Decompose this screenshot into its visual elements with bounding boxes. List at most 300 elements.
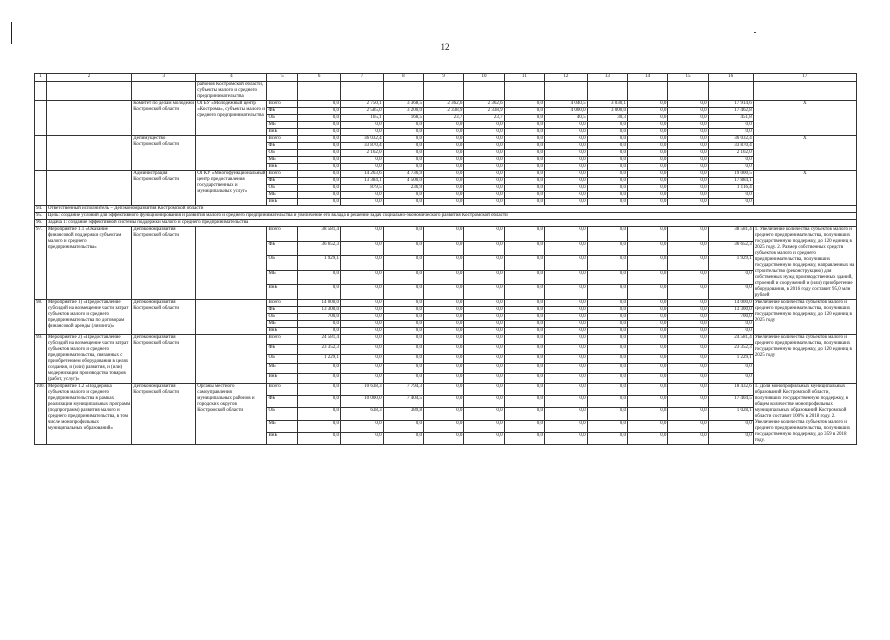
amount-cell: 0,0 xyxy=(668,256,708,271)
amount-cell: 0,0 xyxy=(423,129,463,136)
amount-cell: 38 581,4 xyxy=(708,227,753,242)
amount-cell: 0,0 xyxy=(504,432,544,444)
amount-cell: 0,0 xyxy=(587,199,627,206)
amount-cell: 0,0 xyxy=(668,143,708,150)
funding-source: ОБ xyxy=(267,115,298,122)
amount-cell: 0,0 xyxy=(464,129,504,136)
expected-result: 1. Увеличение количества субъектов малого и среднего предпринимательства, получивших государственную поддержку, до 120 единиц в 2025 году. 2. Размер собственных средств субъектов малого и среднего предпринимательства, получивших государственную поддержку, направленных на строительство (реконструкцию) для собственных нужд производственных зданий, строений и сооружений и (или) приобретение оборудования, в 2016 году составит 95,0 млн рублей xyxy=(753,227,856,300)
amount-cell: 36 032,4 xyxy=(340,136,383,143)
amount-cell: 0,0 xyxy=(383,241,423,256)
amount-cell: 0,0 xyxy=(668,150,708,157)
amount-cell: 0,0 xyxy=(504,285,544,300)
amount-cell: 0,0 xyxy=(383,285,423,300)
amount-cell: 0,0 xyxy=(298,321,341,328)
amount-cell: 18 432,6 xyxy=(708,384,753,396)
amount-cell: 0,0 xyxy=(464,374,504,384)
amount-cell: 13 300,0 xyxy=(298,307,341,314)
amount-cell: 0,0 xyxy=(587,192,627,199)
amount-cell: 0,0 xyxy=(668,285,708,300)
amount-cell: 33 870,4 xyxy=(708,143,753,150)
amount-cell: 0,0 xyxy=(668,129,708,136)
amount-cell: 0,0 xyxy=(504,101,544,108)
amount-cell: 0,0 xyxy=(383,307,423,314)
funding-source: ВнБ xyxy=(267,328,298,335)
amount-cell: 36 032,4 xyxy=(708,136,753,143)
amount-cell: 0,0 xyxy=(383,321,423,328)
info-text: Задача 1: создание эффективной системы поддержки малого и среднего предпринимательства xyxy=(46,220,856,227)
amount-cell: 0,0 xyxy=(627,307,667,314)
amount-cell: 0,0 xyxy=(504,136,544,143)
funding-source: Всего xyxy=(267,384,298,396)
amount-cell: 0,0 xyxy=(298,420,341,432)
amount-cell: 0,0 xyxy=(298,270,341,285)
amount-cell: 0,0 xyxy=(340,192,383,199)
financing-row xyxy=(35,171,857,178)
amount-cell: 0,0 xyxy=(668,101,708,108)
amount-cell: 0,0 xyxy=(340,314,383,321)
amount-cell: 0,0 xyxy=(668,122,708,129)
amount-cell: 0,0 xyxy=(423,396,463,408)
amount-cell: 0,0 xyxy=(504,374,544,384)
amount-cell: 0,0 xyxy=(464,420,504,432)
amount-cell: 0,0 xyxy=(504,171,544,178)
amount-cell: 0,0 xyxy=(504,164,544,171)
funding-source: Всего xyxy=(267,171,298,178)
empty-cell xyxy=(708,82,753,101)
amount-cell: 0,0 xyxy=(298,150,341,157)
amount-cell: 0,0 xyxy=(544,241,587,256)
measure-name: Мероприятие 2) «Предоставление субсидий на возмещение части затрат субъектов малого и среднего предпринимательства, связанных с приобретением оборудования в целях создания, и (или) развития, и (или) модернизации производства товаров (работ, услуг)» xyxy=(46,335,131,384)
amount-cell: 0,0 xyxy=(587,285,627,300)
amount-cell: 0,0 xyxy=(627,178,667,185)
amount-cell: 0,0 xyxy=(544,192,587,199)
executor: Депэкономразвития Костромской области xyxy=(132,300,196,335)
amount-cell: 0,0 xyxy=(464,364,504,374)
amount-cell: 0,0 xyxy=(383,164,423,171)
amount-cell: 0,0 xyxy=(383,328,423,335)
amount-cell: 700,0 xyxy=(298,314,341,321)
amount-cell: 0,0 xyxy=(464,164,504,171)
financing-row xyxy=(35,384,857,396)
amount-cell: 0,0 xyxy=(627,364,667,374)
amount-cell: 0,0 xyxy=(587,122,627,129)
amount-cell: 0,0 xyxy=(668,321,708,328)
amount-cell: 0,0 xyxy=(423,432,463,444)
column-number: 10 xyxy=(464,74,504,82)
funding-source: ФБ xyxy=(267,396,298,408)
amount-cell: 0,0 xyxy=(340,374,383,384)
amount-cell: 0,0 xyxy=(423,344,463,354)
amount-cell: 0,0 xyxy=(587,432,627,444)
row-number xyxy=(35,82,47,101)
amount-cell: 2 338,9 xyxy=(464,108,504,115)
amount-cell: 0,0 xyxy=(423,157,463,164)
amount-cell: 0,0 xyxy=(627,115,667,122)
amount-cell: 0,0 xyxy=(668,199,708,206)
amount-cell: 0,0 xyxy=(383,122,423,129)
amount-cell: 236,9 xyxy=(383,185,423,192)
amount-cell: 0,0 xyxy=(544,408,587,420)
funding-source: ОБ xyxy=(267,314,298,321)
expected-result: Х xyxy=(753,171,856,206)
amount-cell: 0,0 xyxy=(504,129,544,136)
empty-cell xyxy=(504,82,544,101)
amount-cell: 23 352,3 xyxy=(298,344,341,354)
measure-name xyxy=(46,136,131,171)
amount-cell: 0,0 xyxy=(383,192,423,199)
amount-cell: 0,0 xyxy=(504,300,544,307)
amount-cell: 0,0 xyxy=(340,199,383,206)
measure-name: Мероприятие 1) «Предоставление субсидий на возмещение части затрат субъектов малого и среднего предпринимательства по договорам финансовой аренды (лизинга)» xyxy=(46,300,131,335)
row-number: 96. xyxy=(35,220,47,227)
amount-cell: 0,0 xyxy=(298,108,341,115)
page-number: 12 xyxy=(440,42,450,52)
expected-result: Увеличение количества субъектов малого и среднего предпринимательства, получивших государственную поддержку, до 120 единиц в 2025 году xyxy=(753,335,856,384)
amount-cell: 0,0 xyxy=(383,157,423,164)
amount-cell: 0,0 xyxy=(340,122,383,129)
amount-cell: 168,5 xyxy=(383,115,423,122)
amount-cell: 0,0 xyxy=(464,241,504,256)
amount-cell: 0,0 xyxy=(708,321,753,328)
amount-cell: 0,0 xyxy=(544,143,587,150)
amount-cell: 0,0 xyxy=(383,374,423,384)
amount-cell: 4 040,5 xyxy=(544,101,587,108)
row-number: 95. xyxy=(35,213,47,220)
amount-cell: 0,0 xyxy=(298,164,341,171)
funding-source: ВнБ xyxy=(267,164,298,171)
amount-cell: 0,0 xyxy=(627,314,667,321)
amount-cell: 0,0 xyxy=(504,270,544,285)
expected-result: Х xyxy=(753,101,856,136)
row-number xyxy=(35,171,47,206)
funding-source: МБ xyxy=(267,270,298,285)
executor: Депэкономразвития Костромской области xyxy=(132,335,196,384)
corner-mark xyxy=(754,32,756,33)
amount-cell: 0,0 xyxy=(423,300,463,307)
funding-source: МБ xyxy=(267,321,298,328)
amount-cell: 0,0 xyxy=(627,300,667,307)
amount-cell: 3 368,5 xyxy=(383,101,423,108)
amount-cell: 0,0 xyxy=(587,314,627,321)
amount-cell: 23 352,3 xyxy=(708,344,753,354)
amount-cell: 389,8 xyxy=(383,408,423,420)
amount-cell: 0,0 xyxy=(708,270,753,285)
amount-cell: 2 362,6 xyxy=(423,101,463,108)
amount-cell: 2 338,9 xyxy=(423,108,463,115)
amount-cell: 0,0 xyxy=(627,408,667,420)
column-number: 12 xyxy=(544,74,587,82)
amount-cell: 0,0 xyxy=(668,164,708,171)
amount-cell: 0,0 xyxy=(544,164,587,171)
amount-cell: 0,0 xyxy=(504,314,544,321)
amount-cell: 0,0 xyxy=(587,241,627,256)
amount-cell: 0,0 xyxy=(708,420,753,432)
amount-cell: 0,0 xyxy=(504,420,544,432)
implementer xyxy=(196,227,267,300)
amount-cell: 0,0 xyxy=(423,354,463,364)
amount-cell: 0,0 xyxy=(464,408,504,420)
amount-cell: 0,0 xyxy=(464,227,504,242)
amount-cell: 19 000,5 xyxy=(708,171,753,178)
amount-cell: 0,0 xyxy=(423,241,463,256)
amount-cell: 0,0 xyxy=(544,314,587,321)
amount-cell: 0,0 xyxy=(544,171,587,178)
amount-cell: 0,0 xyxy=(627,256,667,271)
amount-cell: 0,0 xyxy=(668,328,708,335)
amount-cell: 0,0 xyxy=(504,227,544,242)
funding-source: ВнБ xyxy=(267,432,298,444)
amount-cell: 0,0 xyxy=(544,129,587,136)
amount-cell: 0,0 xyxy=(464,150,504,157)
amount-cell: 0,0 xyxy=(464,300,504,307)
amount-cell: 0,0 xyxy=(504,241,544,256)
amount-cell: 0,0 xyxy=(544,256,587,271)
column-number: 4 xyxy=(196,74,267,82)
amount-cell: 0,0 xyxy=(544,344,587,354)
amount-cell: 0,0 xyxy=(423,150,463,157)
row-number xyxy=(35,136,47,171)
column-number: 6 xyxy=(298,74,341,82)
amount-cell: 0,0 xyxy=(423,335,463,345)
amount-cell: 4 000,0 xyxy=(544,108,587,115)
amount-cell: 0,0 xyxy=(504,199,544,206)
amount-cell: 0,0 xyxy=(544,307,587,314)
amount-cell: 0,0 xyxy=(627,150,667,157)
amount-cell: 0,0 xyxy=(340,227,383,242)
funding-source: ОБ xyxy=(267,408,298,420)
amount-cell: 0,0 xyxy=(464,178,504,185)
amount-cell: 0,0 xyxy=(587,227,627,242)
amount-cell: 0,0 xyxy=(544,150,587,157)
amount-cell: 0,0 xyxy=(668,364,708,374)
amount-cell: 0,0 xyxy=(587,344,627,354)
amount-cell: 0,0 xyxy=(668,432,708,444)
amount-cell: 33 870,4 xyxy=(340,143,383,150)
funding-source: МБ xyxy=(267,364,298,374)
amount-cell: 451,8 xyxy=(708,115,753,122)
implementer: ОГКУ «Многофункциональный центр предоставления государственных и муниципальных услуг» xyxy=(196,171,267,206)
row-number: 97. xyxy=(35,227,47,300)
funding-source: ФБ xyxy=(267,108,298,115)
amount-cell: 879,5 xyxy=(340,185,383,192)
amount-cell: 0,0 xyxy=(423,185,463,192)
amount-cell: 0,0 xyxy=(504,192,544,199)
empty-cell xyxy=(668,82,708,101)
amount-cell: 0,0 xyxy=(504,354,544,364)
implementer xyxy=(196,335,267,384)
amount-cell: 0,0 xyxy=(544,199,587,206)
amount-cell: 0,0 xyxy=(668,354,708,364)
amount-cell: 2 162,0 xyxy=(708,150,753,157)
amount-cell: 0,0 xyxy=(668,241,708,256)
amount-cell: 0,0 xyxy=(383,129,423,136)
row-number: 98. xyxy=(35,300,47,335)
empty-cell xyxy=(544,82,587,101)
amount-cell: 0,0 xyxy=(668,185,708,192)
amount-cell: 0,0 xyxy=(544,227,587,242)
amount-cell: 0,0 xyxy=(544,328,587,335)
amount-cell: 0,0 xyxy=(298,115,341,122)
amount-cell: 0,0 xyxy=(587,374,627,384)
amount-cell: 0,0 xyxy=(587,300,627,307)
funding-source: ОБ xyxy=(267,185,298,192)
amount-cell: 0,0 xyxy=(383,314,423,321)
expected-result: Увеличение количества субъектов малого и среднего предпринимательства, получивших государственную поддержку, до 120 единиц в 2025 году xyxy=(753,300,856,335)
amount-cell: 0,0 xyxy=(383,270,423,285)
amount-cell: 0,0 xyxy=(587,328,627,335)
amount-cell: 36 652,3 xyxy=(298,241,341,256)
amount-cell: 0,0 xyxy=(504,143,544,150)
program-financing-table xyxy=(34,73,857,445)
measure-name: Мероприятие 1.2 «Поддержка субъектов малого и среднего предпринимательства в рамках реализации муниципальных программ (подпрограмм) развития малого и среднего предпринимательства, в том числе монопрофильных муниципальных образований» xyxy=(46,384,131,445)
measure-name xyxy=(46,101,131,136)
amount-cell: 0,0 xyxy=(340,364,383,374)
amount-cell: 0,0 xyxy=(668,396,708,408)
funding-source: ВнБ xyxy=(267,129,298,136)
amount-cell: 0,0 xyxy=(587,157,627,164)
amount-cell: 0,0 xyxy=(668,384,708,396)
amount-cell: 7 794,3 xyxy=(383,384,423,396)
implementer: Органы местного самоуправления муниципальных районов и городских округов Костромской области xyxy=(196,384,267,445)
amount-cell: 0,0 xyxy=(627,171,667,178)
amount-cell: 4 500,0 xyxy=(383,178,423,185)
amount-cell: 0,0 xyxy=(708,374,753,384)
amount-cell: 0,0 xyxy=(627,354,667,364)
amount-cell: 0,0 xyxy=(587,164,627,171)
amount-cell: 0,0 xyxy=(340,432,383,444)
amount-cell: 0,0 xyxy=(504,256,544,271)
amount-cell: 0,0 xyxy=(423,178,463,185)
amount-cell: 0,0 xyxy=(544,384,587,396)
amount-cell: 2 162,0 xyxy=(340,150,383,157)
amount-cell: 2 750,1 xyxy=(340,101,383,108)
amount-cell: 0,0 xyxy=(627,227,667,242)
funding-source: ВнБ xyxy=(267,285,298,300)
amount-cell: 0,0 xyxy=(668,115,708,122)
amount-cell: 0,0 xyxy=(627,143,667,150)
amount-cell: 0,0 xyxy=(504,408,544,420)
amount-cell: 638,3 xyxy=(340,408,383,420)
amount-cell: 0,0 xyxy=(627,129,667,136)
amount-cell: 0,0 xyxy=(464,384,504,396)
amount-cell: 0,0 xyxy=(340,270,383,285)
funding-source: ОБ xyxy=(267,150,298,157)
amount-cell: 0,0 xyxy=(298,192,341,199)
amount-cell: 0,0 xyxy=(627,374,667,384)
amount-cell: 0,0 xyxy=(627,344,667,354)
funding-source: Всего xyxy=(267,227,298,242)
amount-cell: 2 585,0 xyxy=(340,108,383,115)
funding-source: Всего xyxy=(267,300,298,307)
amount-cell: 14 000,0 xyxy=(708,300,753,307)
amount-cell: 13 384,1 xyxy=(340,178,383,185)
amount-cell: 0,0 xyxy=(544,335,587,345)
amount-cell: 40,5 xyxy=(544,115,587,122)
amount-cell: 0,0 xyxy=(544,321,587,328)
amount-cell: 0,0 xyxy=(627,136,667,143)
amount-cell: 0,0 xyxy=(504,344,544,354)
amount-cell: 0,0 xyxy=(544,270,587,285)
amount-cell: 2 362,6 xyxy=(464,101,504,108)
financing-row xyxy=(35,335,857,345)
amount-cell: 0,0 xyxy=(383,136,423,143)
amount-cell: 0,0 xyxy=(423,328,463,335)
amount-cell: 38 581,4 xyxy=(298,227,341,242)
info-text: Ответственный исполнитель – Депэкономразвития Костромской области xyxy=(46,206,856,213)
amount-cell: 0,0 xyxy=(627,108,667,115)
amount-cell: 0,0 xyxy=(587,335,627,345)
amount-cell: 0,0 xyxy=(708,157,753,164)
funding-source: ОБ xyxy=(267,256,298,271)
amount-cell: 0,0 xyxy=(464,171,504,178)
amount-cell: 0,0 xyxy=(464,157,504,164)
amount-cell: 24 581,4 xyxy=(298,335,341,345)
amount-cell: 700,0 xyxy=(708,314,753,321)
amount-cell: 23,7 xyxy=(464,115,504,122)
amount-cell: 0,0 xyxy=(298,101,341,108)
amount-cell: 23,7 xyxy=(423,115,463,122)
amount-cell: 0,0 xyxy=(544,136,587,143)
amount-cell: 0,0 xyxy=(708,164,753,171)
amount-cell: 24 581,4 xyxy=(708,335,753,345)
amount-cell: 0,0 xyxy=(298,432,341,444)
amount-cell: 0,0 xyxy=(298,408,341,420)
empty-cell xyxy=(753,82,856,101)
funding-source: ФБ xyxy=(267,344,298,354)
empty-cell xyxy=(423,82,463,101)
funding-source: ФБ xyxy=(267,307,298,314)
amount-cell: 0,0 xyxy=(668,374,708,384)
amount-cell: 0,0 xyxy=(627,432,667,444)
implementer: ОГБУ «Молодежный центр «Кострома», субъекты малого и среднего предпринимательства xyxy=(196,101,267,136)
financing-row xyxy=(35,227,857,242)
amount-cell: 0,0 xyxy=(544,420,587,432)
amount-cell: 17 404,5 xyxy=(708,396,753,408)
amount-cell: 0,0 xyxy=(423,270,463,285)
amount-cell: 0,0 xyxy=(504,364,544,374)
amount-cell: 0,0 xyxy=(668,307,708,314)
amount-cell: 0,0 xyxy=(383,364,423,374)
amount-cell: 4 736,9 xyxy=(383,171,423,178)
amount-cell: 0,0 xyxy=(627,157,667,164)
amount-cell: 0,0 xyxy=(423,285,463,300)
amount-cell: 0,0 xyxy=(587,384,627,396)
amount-cell: 0,0 xyxy=(340,354,383,364)
amount-cell: 0,0 xyxy=(668,335,708,345)
amount-cell: 0,0 xyxy=(298,364,341,374)
funding-source: МБ xyxy=(267,157,298,164)
amount-cell: 0,0 xyxy=(298,199,341,206)
financing-row xyxy=(35,136,857,143)
funding-source: МБ xyxy=(267,122,298,129)
funding-source: Всего xyxy=(267,101,298,108)
amount-cell: 0,0 xyxy=(708,192,753,199)
amount-cell: 0,0 xyxy=(544,185,587,192)
amount-cell: 0,0 xyxy=(298,384,341,396)
amount-cell: 0,0 xyxy=(668,300,708,307)
info-text: Цель: создание условий для эффективного функционирования и развития малого и среднего предпринимательства и увеличение его вклада в решение задач социально-экономического развития Костромской области xyxy=(46,213,856,220)
amount-cell: 0,0 xyxy=(423,122,463,129)
amount-cell: 17 884,1 xyxy=(708,178,753,185)
amount-cell: 17 462,8 xyxy=(708,108,753,115)
amount-cell: 0,0 xyxy=(464,396,504,408)
amount-cell: 0,0 xyxy=(298,171,341,178)
executor: Депимущество Костромской области xyxy=(132,136,196,171)
amount-cell: 1 028,1 xyxy=(708,408,753,420)
funding-source: Всего xyxy=(267,335,298,345)
amount-cell: 0,0 xyxy=(464,344,504,354)
amount-cell: 0,0 xyxy=(298,122,341,129)
